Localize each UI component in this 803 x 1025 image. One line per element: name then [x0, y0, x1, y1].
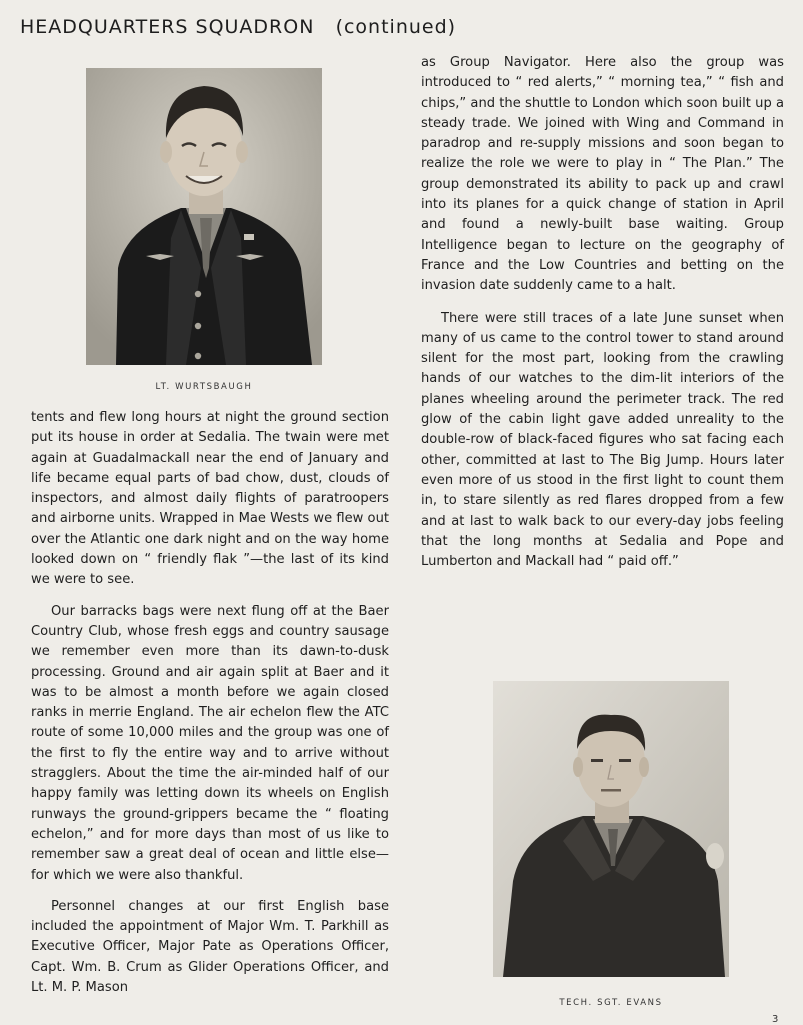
- page-title: HEADQUARTERS SQUADRON: [20, 16, 315, 38]
- portrait-photo-evans: [493, 681, 729, 977]
- paragraph: as Group Navigator. Here also the group was introduced to “ red alerts,” “ morning tea,” “ fish and chips,” and the shuttle to London which soon built up a steady trade. We joined with Wing and Command in paradrop and re-supply missions and soon began to realize the role we were to play in “ The Plan.” The group demonstrated its ability to pack up and crawl into its planes for a quick change of station in April and found a newly-built base waiting. Group Intelligence began to lecture on the geography of France and the Low Countries and betting on the invasion date suddenly came to a halt.: [421, 55, 784, 294]
- portrait-photo-wurtsbaugh: [86, 68, 322, 365]
- page-header: [20, 16, 720, 38]
- photo-caption: TECH. SGT. EVANS: [559, 998, 663, 1008]
- right-text-column: [421, 53, 784, 583]
- paragraph: There were still traces of a late June sunset when many of us came to the control tower to stand around silent for the most part, looking from the crawling hands of our watches to the dim-lit interiors of the planes wheeling around the perimeter track. The red glow of the cabin light gave added unreality to the double-row of black-faced figures who sat facing each other, committed at last to The Big Jump. Hours later even more of us stood in the first light to count them in, to stare silently as red flares dropped from a few and at last to walk back to our every-day jobs feeling that the long months at Sedalia and Pope and Lumberton and Mackall had “ paid off.”: [421, 310, 784, 570]
- page-number: 3: [772, 1014, 779, 1025]
- paragraph: Personnel changes at our first English base included the appointment of Major Wm. T. Parkhill as Executive Officer, Major Pate as Operations Officer, Capt. Wm. B. Crum as Glider Operations Officer, and Lt. M. P. Mason: [31, 898, 389, 996]
- page-title-continued: (continued): [335, 16, 457, 38]
- photo-caption: LT. WURTSBAUGH: [155, 382, 253, 392]
- paragraph: Our barracks bags were next flung off at the Baer Country Club, whose fresh eggs and country sausage we remember even more than its dawn-to-dusk processing. Ground and air again split at Baer and it was to be almost a month before we again closed ranks in merrie England. The air echelon flew the ATC route of some 10,000 miles and the group was one of the first to fly the entire way and to arrive without stragglers. About the time the air-minded half of our happy family was letting down its wheels on English runways the ground-grippers became the “ floating echelon,” and for more days than most of us like to remember saw a great deal of ocean and little else—for which we were also thankful.: [31, 603, 389, 883]
- left-text-column: [31, 408, 389, 1009]
- paragraph: tents and flew long hours at night the ground section put its house in order at Sedalia. The twain were met again at Guadalmackall near the end of January and life became equal parts of bad chow, dust, clouds of inspectors, and almost daily flights of paratroopers and airborne units. Wrapped in Mae Wests we flew out over the Atlantic one dark night and on the way home looked down on “ friendly flak ”—the last of its kind we were to see.: [31, 410, 389, 588]
